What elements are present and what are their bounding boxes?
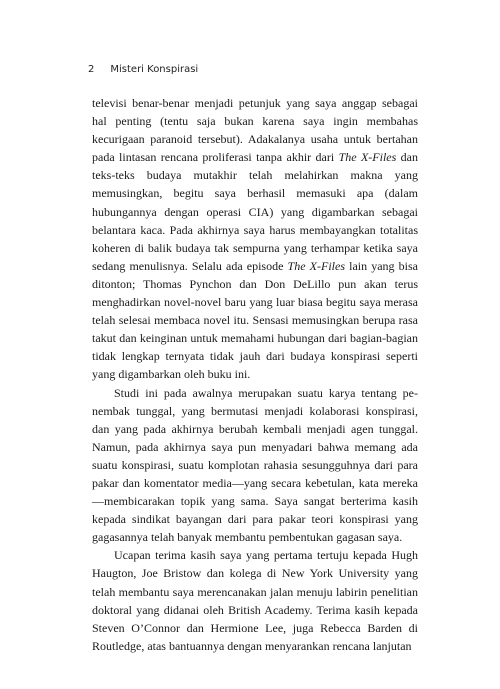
body-text xyxy=(92,94,418,655)
book-title-italic: The X-Files xyxy=(287,258,345,273)
paragraph-segment: lain yang bisa ditonton; Thomas Pynchon dan Don DeLillo pun akan terus menghadirkan novel-novel baru yang luar biasa begitu saya merasa telah selesai membaca novel itu. Sensasi memusingkan berupa rasa takut dan keinginan untuk memahami hubungan dari bagian-bagian tidak lengkap ternyata tidak jauh dari budaya konspirasi seperti yang digambarkan oleh buku ini. xyxy=(92,258,419,382)
paragraph-segment: Studi ini pada awalnya merupakan suatu karya tentang penembak tunggal, yang bermutasi menjadi kolaborasi konspirasi, dan yang pada akhirnya berubah kembali menjadi agen tunggal. Namun, pada akhirnya saya pun menyadari bahwa memang ada suatu konspirasi, suatu komplotan rahasia sesungguhnya dari para pakar dan komentator media—yang secara kebetulan, kata mereka—membicarakan topik yang sama. Saya sangat berterima kasih kepada sindikat bayangan dari para pakar teori konspirasi yang gagasannya telah banyak membantu pembentukan gagasan saya. xyxy=(92,385,418,545)
running-title: Misteri Konspirasi xyxy=(110,64,199,75)
paragraph-segment: Ucapan terima kasih saya yang pertama tertuju kepada Hugh Haugton, Joe Bristow dan kolega di New York University yang telah membantu saya merencanakan jalan menuju labirin penelitian doktoral yang didanai oleh British Academy. Terima kasih kepada Steven O’Connor dan Hermione Lee, juga Rebecca Barden di Routledge, atas bantuannya dengan menyarankan rencana lanjutan xyxy=(92,548,418,653)
page-number: 2 xyxy=(88,64,95,75)
paragraph-3 xyxy=(92,546,418,655)
running-head xyxy=(88,64,198,75)
paragraph-1 xyxy=(92,94,418,384)
paragraph-2 xyxy=(92,384,418,547)
paragraph-segment: televisi benar-benar menjadi petunjuk yang saya anggap sebagai hal penting (tentu saja bukan karena saya ingin membahas kecurigaan paranoid tersebut). Adakalanya usaha untuk bertahan pada lintasan rencana proliferasi tanpa akhir dari xyxy=(92,96,418,165)
paragraph-segment: dan teks-teks budaya mutakhir telah melahirkan makna yang memusingkan, begitu saya berhasil memasuki apa (dalam hubungannya dengan operasi CIA) yang digambarkan sebagai belantara kaca. Pada akhirnya saya harus membayangkan totalitas koheren di balik budaya tak sempurna yang terhampar ketika saya sedang menulisnya. Selalu ada episode xyxy=(92,150,419,273)
book-title-italic: The X-Files xyxy=(338,150,397,165)
